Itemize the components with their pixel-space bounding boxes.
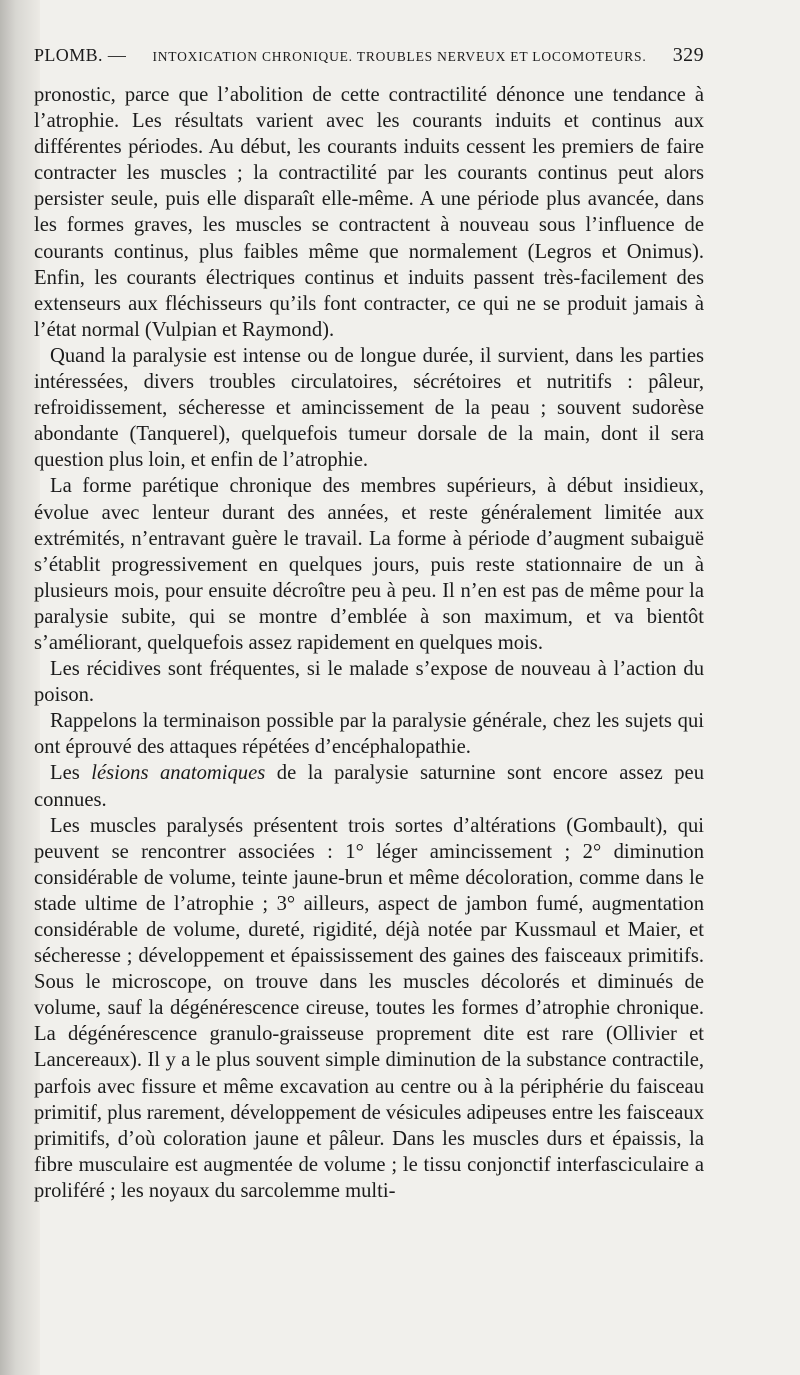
paragraph-5: Rappelons la terminaison possible par la paralysie générale, chez les sujets qui ont éprouvé des attaques répétées d’encéphalopathie. (34, 710, 704, 759)
running-head (34, 44, 704, 76)
body-text (34, 82, 704, 1204)
book-page (34, 44, 704, 1204)
paragraph-6-emphasis: lésions anatomiques (91, 762, 266, 785)
running-title-left: PLOMB. — (34, 45, 127, 65)
paragraph-1: pronostic, parce que l’abolition de cette contractilité dénonce une tendance à l’atrophie. Les résultats varient avec les courants induits et continus aux différentes périodes. Au début, les courants induits cessent les premiers de faire contracter les muscles ; la contractilité par les courants continus peut alors persister seule, puis elle disparaît elle-même. A une période plus avancée, dans les formes graves, les muscles se contractent à nouveau sous l’influence de courants continus, plus faibles même que normalement (Legros et Onimus). Enfin, les courants électriques continus et induits passent très-facilement des extenseurs aux fléchisseurs qu’ils font contracter, ce qui ne se produit jamais à l’état normal (Vulpian et Raymond). (34, 84, 704, 341)
paragraph-4: Les récidives sont fréquentes, si le malade s’expose de nouveau à l’action du poison. (34, 658, 704, 707)
paragraph-6-before: Les (50, 762, 92, 785)
page-number: 329 (672, 44, 704, 66)
paragraph-6 (34, 760, 704, 812)
paragraph-7: Les muscles paralysés présentent trois sortes d’altérations (Gombault), qui peuvent se rencontrer associées : 1° léger amincissement ; 2° diminution considérable de volume, teinte jaune-brun et même décoloration, comme dans le stade ultime de l’atrophie ; 3° ailleurs, aspect de jambon fumé, augmentation considérable de volume, dureté, rigidité, déjà notée par Kussmaul et Maier, et sécheresse ; développement et épaississement des gaines des faisceaux primitifs. Sous le microscope, on trouve dans les muscles décolorés et diminués de volume, sauf la dégénérescence cireuse, toutes les formes d’atrophie chronique. La dégénérescence granulo-graisseuse proprement dite est rare (Ollivier et Lancereaux). Il y a le plus souvent simple diminution de la substance contractile, parfois avec fissure et même excavation au centre ou à la périphérie du faisceau primitif, plus rarement, développement de vésicules adipeuses entre les faisceaux primitifs, d’où coloration jaune et pâleur. Dans les muscles durs et épaissis, la fibre musculaire est augmentée de volume ; le tissu conjonctif interfasciculaire a proliféré ; les noyaux du sarcolemme multi- (34, 814, 704, 1202)
paragraph-2: Quand la paralysie est intense ou de longue durée, il survient, dans les parties intéressées, divers troubles circulatoires, sécrétoires et nutritifs : pâleur, refroidissement, sécheresse et amincissement de la peau ; souvent sudorèse abondante (Tanquerel), quelquefois tumeur dorsale de la main, dont il sera question plus loin, et enfin de l’atrophie. (34, 344, 704, 472)
running-title-right: INTOXICATION CHRONIQUE. TROUBLES NERVEUX ET LOCOMOTEURS. (152, 49, 647, 64)
paragraph-6-after: de la paralysie saturnine sont encore assez peu connues. (34, 762, 704, 811)
paragraph-3: La forme parétique chronique des membres supérieurs, à début insidieux, évolue avec lenteur durant des années, et reste généralement limitée aux extrémités, n’entravant guère le travail. La forme à période d’augment subaiguë s’établit progressivement en quelques jours, puis reste stationnaire de un à plusieurs mois, pour ensuite décroître peu à peu. Il n’en est pas de même pour la paralysie subite, qui se montre d’emblée à son maximum, et va bientôt s’améliorant, quelquefois assez rapidement en quelques mois. (34, 475, 704, 654)
